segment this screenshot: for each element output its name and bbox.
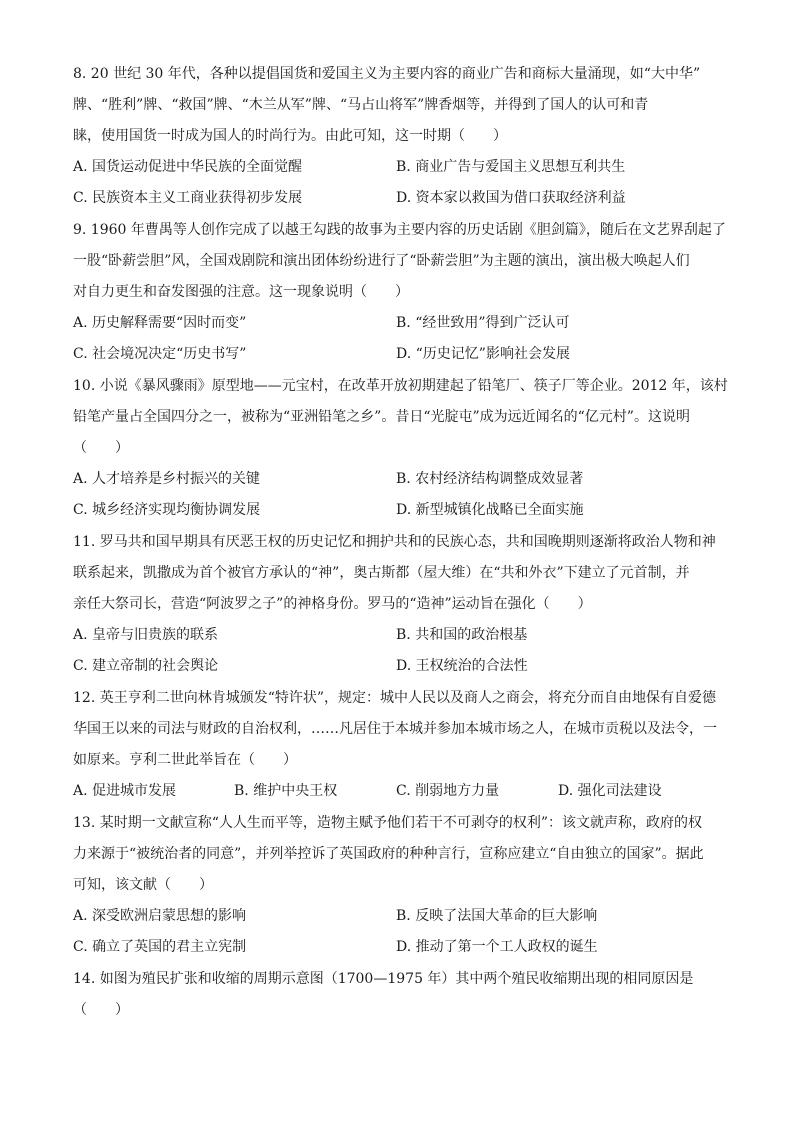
question-10-line-3: （ ） (73, 440, 129, 456)
question-10-options-row-2 (73, 495, 721, 526)
option-a[interactable]: A. 人才培养是乡村振兴的关键 (73, 471, 261, 487)
question-11-options-row-1 (73, 620, 721, 651)
option-d[interactable]: D. 推动了第一个工人政权的诞生 (396, 939, 598, 955)
question-13-options-row-1 (73, 901, 721, 932)
option-c[interactable]: C. 民族资本主义工商业获得初步发展 (73, 190, 303, 206)
question-10-options-row-1 (73, 464, 721, 495)
question-9-line-1: 9. 1960 年曹禺等人创作完成了以越王勾践的故事为主要内容的历史话剧《胆剑篇》，随后在文艺界刮起了 (73, 222, 726, 238)
question-12 (73, 683, 721, 807)
question-12-line-2: 华国王以来的司法与财政的自治权利，……凡居住于本城并参加本城市场之人，在城市贡税以及法令，一 (73, 721, 717, 737)
option-c[interactable]: C. 确立了英国的君主立宪制 (73, 939, 247, 955)
question-8-line-2: 牌、“胜利”牌、“救国”牌、“木兰从军”牌、“马占山将军”牌香烟等，并得到了国人的认可和青 (73, 97, 649, 113)
question-8-line-1: 8. 20 世纪 30 年代，各种以提倡国货和爱国主义为主要内容的商业广告和商标大量涌现，如“大中华” (73, 66, 701, 82)
question-10-line-2: 铅笔产量占全国四分之一，被称为“亚洲铅笔之乡”。昔日“光腚屯”成为远近闻名的“亿元村”。这说明 (73, 409, 690, 425)
question-11-line-2: 联系起来，凯撒成为首个被官方承认的“神”，奥古斯都（屋大维）在“共和外衣”下建立了元首制，并 (73, 565, 690, 581)
question-10-line-1: 10. 小说《暴风骤雨》原型地——元宝村，在改革开放初期建起了铅笔厂、筷子厂等企业。2012 年，该村 (73, 378, 728, 394)
question-8 (73, 59, 721, 214)
option-b[interactable]: B. 反映了法国大革命的巨大影响 (396, 908, 598, 924)
option-c[interactable]: C. 削弱地方力量 (396, 783, 500, 799)
question-13-line-1: 13. 某时期一文献宣称“人人生而平等，造物主赋予他们若干不可剥夺的权利”：该文就声称，政府的权 (73, 815, 703, 831)
question-10 (73, 371, 728, 526)
question-14-line-2: （ ） (73, 1002, 129, 1018)
question-11-line-3: 亲任大祭司长，营造“阿波罗之子”的神格身份。罗马的“造神”运动旨在强化（ ） (73, 596, 592, 612)
question-12-line-1: 12. 英王亨利二世向林肯城颁发“特许状”，规定：城中人民以及商人之商会，将充分而自由地保有自爱德 (73, 690, 717, 706)
option-b[interactable]: B. 维护中央王权 (234, 783, 338, 799)
question-13-line-3: 可知，该文献（ ） (73, 877, 213, 893)
question-14-line-1: 14. 如图为殖民扩张和收缩的周期示意图（1700—1975 年）其中两个殖民收缩期出现的相同原因是 (73, 971, 694, 987)
question-13-options-row-2 (73, 932, 721, 963)
question-11-options-row-2 (73, 651, 721, 682)
question-11 (73, 527, 721, 682)
question-8-line-3: 睐，使用国货一时成为国人的时尚行为。由此可知，这一时期（ ） (73, 128, 507, 144)
option-d[interactable]: D. 强化司法建设 (558, 783, 662, 799)
question-14 (73, 964, 721, 1026)
question-8-options-row-1 (73, 152, 721, 183)
option-b[interactable]: B. 共和国的政治根基 (396, 627, 528, 643)
option-a[interactable]: A. 国货运动促进中华民族的全面觉醒 (73, 159, 303, 175)
option-b[interactable]: B. 农村经济结构调整成效显著 (396, 471, 584, 487)
question-12-line-3: 如原来。亨利二世此举旨在（ ） (73, 752, 297, 768)
option-b[interactable]: B. 商业广告与爱国主义思想互利共生 (396, 159, 626, 175)
option-d[interactable]: D. 新型城镇化战略已全面实施 (396, 502, 584, 518)
option-a[interactable]: A. 促进城市发展 (73, 783, 177, 799)
question-11-line-1: 11. 罗马共和国早期具有厌恶王权的历史记忆和拥护共和的民族心态，共和国晚期则逐渐将政治人物和神 (73, 534, 716, 550)
question-13 (73, 808, 721, 963)
option-a[interactable]: A. 深受欧洲启蒙思想的影响 (73, 908, 247, 924)
question-12-options-row (73, 776, 721, 807)
option-d[interactable]: D. 王权统治的合法性 (396, 658, 528, 674)
question-9-options-row-2 (73, 339, 721, 370)
option-a[interactable]: A. 历史解释需要“因时而变” (73, 315, 247, 331)
option-c[interactable]: C. 社会境况决定“历史书写” (73, 346, 247, 362)
option-b[interactable]: B. “经世致用”得到广泛认可 (396, 315, 570, 331)
option-d[interactable]: D. “历史记忆”影响社会发展 (396, 346, 570, 362)
question-9-line-3: 对自力更生和奋发图强的注意。这一现象说明（ ） (73, 284, 409, 300)
question-13-line-2: 力来源于“被统治者的同意”，并列举控诉了英国政府的种种言行，宣称应建立“自由独立的国家”。据此 (73, 846, 704, 862)
option-c[interactable]: C. 建立帝制的社会舆论 (73, 658, 219, 674)
question-9-options-row-1 (73, 308, 721, 339)
option-a[interactable]: A. 皇帝与旧贵族的联系 (73, 627, 219, 643)
question-8-options-row-2 (73, 183, 721, 214)
question-9 (73, 215, 726, 370)
option-c[interactable]: C. 城乡经济实现均衡协调发展 (73, 502, 261, 518)
question-9-line-2: 一股“卧薪尝胆”风，全国戏剧院和演出团体纷纷进行了“卧薪尝胆”为主题的演出，演出极大唤起人们 (73, 253, 690, 269)
option-d[interactable]: D. 资本家以救国为借口获取经济利益 (396, 190, 626, 206)
